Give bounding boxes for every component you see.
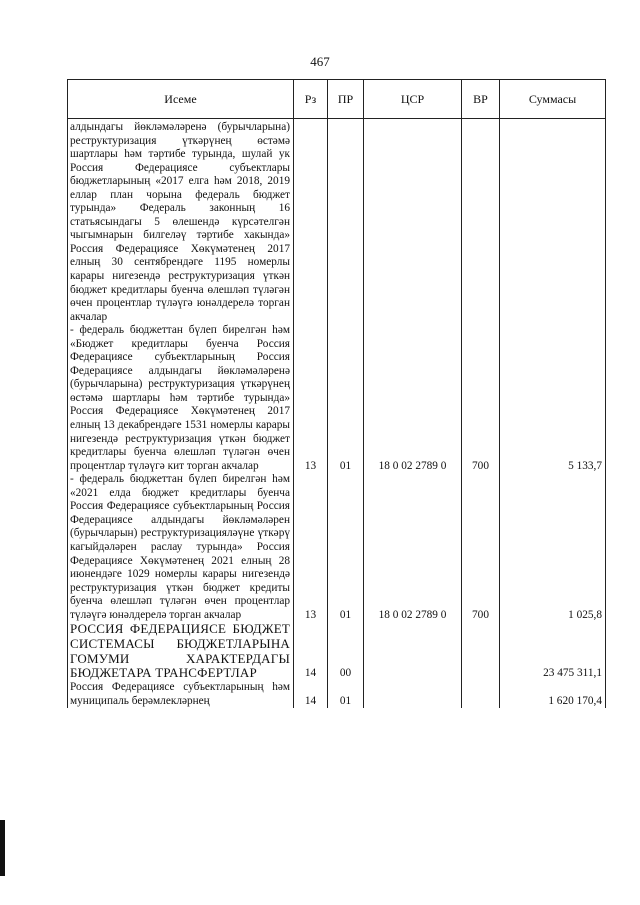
row-vr: 700 <box>462 473 500 622</box>
table-header-row <box>68 80 606 119</box>
row-csr: 18 0 02 2789 0 <box>364 324 462 473</box>
row-vr <box>462 681 500 708</box>
row-csr <box>364 681 462 708</box>
row-pr: 01 <box>328 681 364 708</box>
scan-margin-mark <box>0 820 5 876</box>
row-name-text: - федераль бюджеттан бүлеп бирелгән һәм «Бюджет кредитлары буенча Россия Федерациясе субъектларының Россия Федерациясе алдындагы йөкләмәләренә (бурычларына) реструктуризация үткәрүнең өстәмә шартлары һәм тәртибе турында» Россия Федерациясе Хөкүмәтенең 2017 елның 13 декабрендәге 1531 номерлы карары нигезендә реструктуризация үткән бюджет кредитлары буенча өлешләп түләгән өчен процентлар түләүгә кит торган акчалар <box>70 324 290 472</box>
row-vr <box>462 119 500 325</box>
row-vr: 700 <box>462 324 500 473</box>
table-row <box>68 681 606 708</box>
row-amount: 5 133,7 <box>500 324 606 473</box>
row-amount: 1 025,8 <box>500 473 606 622</box>
row-pr: 01 <box>328 324 364 473</box>
row-name-text: - федераль бюджеттан бүлеп бирелгән һәм «2021 елда бюджет кредитлары буенча Россия Федерациясе субъектларының Россия Федерациясе алдындагы йөкләмәләрен (бурычларын) реструктуризацияләүне үткәрү кагыйдәләрен раслау турында» Россия Федерациясе Хөкүмәтенең 2021 елның 28 июнендәге 1029 номерлы карары нигезендә реструктуризация үткән бюджет кредиты буенча өлешләп түләгән өчен процентлар түләүгә юнәлдерелә торган акчалар <box>70 473 290 621</box>
row-rz: 14 <box>294 622 328 681</box>
header-amount: Суммасы <box>500 80 606 119</box>
row-pr: 01 <box>328 473 364 622</box>
row-vr <box>462 622 500 681</box>
row-name <box>68 119 294 325</box>
row-csr: 18 0 02 2789 0 <box>364 473 462 622</box>
row-rz: 13 <box>294 473 328 622</box>
header-pr: ПР <box>328 80 364 119</box>
row-rz: 13 <box>294 324 328 473</box>
budget-table <box>67 79 606 708</box>
header-vr: ВР <box>462 80 500 119</box>
table-row <box>68 622 606 681</box>
header-rz: Рз <box>294 80 328 119</box>
header-csr: ЦСР <box>364 80 462 119</box>
table-row <box>68 119 606 325</box>
row-pr <box>328 119 364 325</box>
row-name-text: алдындагы йөкләмәләренә (бурычларына) реструктуризация үткәрүнең өстәмә шартлары һәм тәртибе турында, шулай ук Россия Федерациясе субъектлары бюджетларының «2017 елга һәм 2018, 2019 еллар план чорына федераль бюджет турында» Федераль законның 16 статьясындагы 5 өлешендә күрсәтелгән чыгымнарын билгеләү тәртибе хакында» Россия Федерациясе Хөкүмәтенең 2017 елның 30 сентябрендәге 1195 номерлы карары нигезендә реструктуризация үткән бюджет кредитлары буенча өлешләп түләгән өчен процентлар түләүгә юнәлдерелә торган акчалар <box>70 121 290 323</box>
row-name-text: Россия Федерациясе субъектларының һәм муниципаль берәмлекләрнең <box>70 680 290 707</box>
row-name <box>68 681 294 708</box>
row-name <box>68 473 294 622</box>
table-row <box>68 473 606 622</box>
row-csr <box>364 622 462 681</box>
header-name: Исеме <box>68 80 294 119</box>
row-pr: 00 <box>328 622 364 681</box>
table-row <box>68 324 606 473</box>
row-rz <box>294 119 328 325</box>
row-name <box>68 622 294 681</box>
row-amount <box>500 119 606 325</box>
row-name <box>68 324 294 473</box>
row-csr <box>364 119 462 325</box>
row-amount: 1 620 170,4 <box>500 681 606 708</box>
row-rz: 14 <box>294 681 328 708</box>
row-name-text: РОССИЯ ФЕДЕРАЦИЯСЕ БЮДЖЕТ СИСТЕМАСЫ БЮДЖЕТЛАРЫНА ГОМУМИ ХАРАКТЕРДАГЫ БЮДЖЕТАРА ТРАНСФЕРТЛАР <box>70 621 290 681</box>
page-number: 467 <box>310 54 330 69</box>
row-amount: 23 475 311,1 <box>500 622 606 681</box>
